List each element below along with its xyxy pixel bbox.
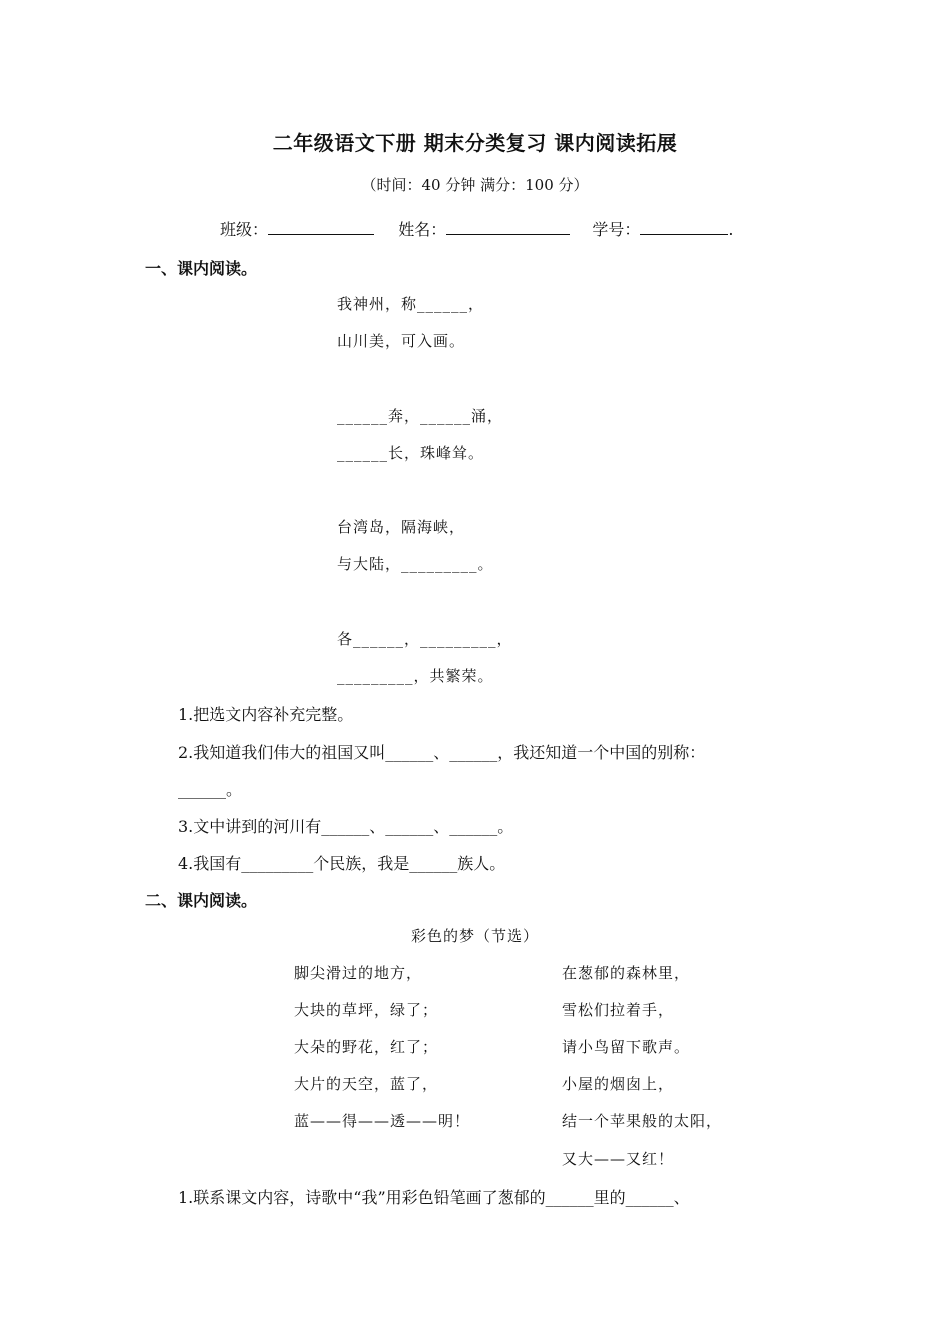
section-2-heading: 二、课内阅读。	[145, 891, 258, 910]
poem-left-line: 大朵的野花，红了；	[294, 1038, 439, 1056]
student-info-row	[220, 216, 734, 240]
class-field[interactable]	[268, 216, 374, 235]
poem-right-line: 在葱郁的森林里，	[562, 964, 691, 982]
question-1-3: 3.文中讲到的河川有______、______、______。	[178, 817, 514, 836]
poem-right-line: 结一个苹果般的太阳，	[562, 1112, 723, 1130]
poem-line: 山川美，可入画。	[337, 332, 466, 350]
poem-left-line: 大片的天空，蓝了，	[294, 1075, 439, 1093]
name-label: 姓名：	[398, 220, 447, 239]
question-1-1: 1.把选文内容补充完整。	[178, 705, 354, 724]
question-2-1: 1.联系课文内容，诗歌中“我”用彩色铅笔画了葱郁的______里的______、	[178, 1188, 690, 1207]
poem-left-line: 大块的草坪，绿了；	[294, 1001, 439, 1019]
name-field[interactable]	[446, 216, 570, 235]
end-mark: .	[728, 220, 734, 239]
poem-right-line: 雪松们拉着手，	[562, 1001, 675, 1019]
poem-line: _________，共繁荣。	[337, 667, 494, 685]
poem-right-line: 又大——又红！	[562, 1150, 675, 1168]
poem-right-line: 小屋的烟囱上，	[562, 1075, 675, 1093]
id-label: 学号：	[592, 220, 641, 239]
poem-title: 彩色的梦（节选）	[410, 927, 539, 945]
page-title: 二年级语文下册 期末分类复习 课内阅读拓展	[272, 131, 678, 155]
poem-line: 台湾岛，隔海峡，	[337, 518, 466, 536]
poem-line: ______奔，______涌，	[337, 407, 504, 425]
class-label: 班级：	[220, 220, 269, 239]
student-id-field[interactable]	[640, 216, 728, 235]
poem-line: 与大陆，_________。	[337, 555, 494, 573]
poem-left-line: 脚尖滑过的地方，	[294, 964, 423, 982]
poem-line: 各______，_________，	[337, 630, 513, 648]
poem-right-line: 请小鸟留下歌声。	[562, 1038, 691, 1056]
question-1-2-continued: ______。	[178, 780, 243, 799]
poem-line: ______长，珠峰耸。	[337, 444, 485, 462]
poem-line: 我神州，称______，	[337, 295, 485, 313]
question-1-4: 4.我国有_________个民族，我是______族人。	[178, 854, 506, 873]
question-1-2: 2.我知道我们伟大的祖国又叫______、______，我还知道一个中国的别称：	[178, 743, 706, 762]
poem-left-line: 蓝——得——透——明！	[294, 1112, 471, 1130]
exam-meta: （时间：40 分钟 满分：100 分）	[361, 176, 589, 194]
section-1-heading: 一、课内阅读。	[145, 259, 258, 278]
